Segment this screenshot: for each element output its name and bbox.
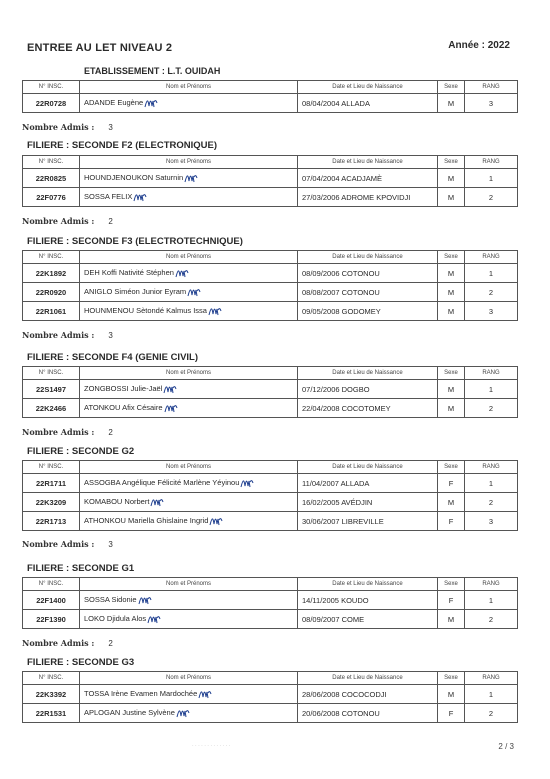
- cell-rang: 1: [465, 380, 518, 399]
- column-header-insc: N° INSC.: [23, 251, 80, 264]
- cell-insc: 22R1531: [23, 704, 80, 723]
- column-header-nom: Nom et Prénoms: [80, 672, 298, 685]
- student-name: ASSOGBA Angélique Félicité Marlène Yéyinou: [84, 477, 240, 487]
- cell-naissance: 09/05/2008 GODOMEY: [298, 302, 438, 321]
- cell-nom: [80, 474, 298, 493]
- cell-nom: [80, 188, 298, 207]
- cell-rang: 3: [465, 302, 518, 321]
- table-header-row: [23, 156, 518, 169]
- cell-rang: 2: [465, 704, 518, 723]
- column-header-sexe: Sexe: [438, 461, 465, 474]
- cell-nom: [80, 685, 298, 704]
- cell-insc: 22R1061: [23, 302, 80, 321]
- cell-naissance: 16/02/2005 AVÉDJIN: [298, 493, 438, 512]
- cell-rang: 2: [465, 610, 518, 629]
- cell-rang: 2: [465, 188, 518, 207]
- cell-insc: 22F1390: [23, 610, 80, 629]
- column-header-nom: Nom et Prénoms: [80, 156, 298, 169]
- student-name: ATONKOU Afix Césaire: [84, 402, 163, 412]
- signature-mark-icon: [147, 613, 161, 625]
- cell-insc: 22R0920: [23, 283, 80, 302]
- table-row: [23, 399, 518, 418]
- table-row: [23, 512, 518, 531]
- cell-insc: 22R0825: [23, 169, 80, 188]
- admis-count: 3: [108, 331, 113, 340]
- table-row: [23, 685, 518, 704]
- table-header-row: [23, 461, 518, 474]
- student-name: SOSSA FELIX: [84, 191, 133, 201]
- table-row: [23, 474, 518, 493]
- cell-naissance: 08/09/2007 COME: [298, 610, 438, 629]
- student-name: ADANDE Eugène: [84, 97, 144, 107]
- column-header-sexe: Sexe: [438, 81, 465, 94]
- column-header-sexe: Sexe: [438, 578, 465, 591]
- signature-mark-icon: [208, 305, 222, 317]
- results-table: [22, 460, 518, 531]
- cell-rang: 3: [465, 94, 518, 113]
- admis-count: 3: [108, 540, 113, 549]
- table-row: [23, 493, 518, 512]
- signature-mark-icon: [150, 496, 164, 508]
- column-header-nom: Nom et Prénoms: [80, 251, 298, 264]
- results-table: [22, 366, 518, 418]
- cell-rang: 2: [465, 493, 518, 512]
- admis-label: Nombre Admis :: [22, 539, 95, 549]
- table-row: [23, 591, 518, 610]
- table-header-row: [23, 672, 518, 685]
- signature-mark-icon: [144, 97, 158, 109]
- cell-rang: 1: [465, 169, 518, 188]
- results-table: [22, 671, 518, 723]
- table-header-row: [23, 367, 518, 380]
- column-header-naissance: Date et Lieu de Naissance: [298, 251, 438, 264]
- column-header-naissance: Date et Lieu de Naissance: [298, 367, 438, 380]
- cell-insc: 22S1497: [23, 380, 80, 399]
- cell-insc: 22K3392: [23, 685, 80, 704]
- cell-insc: 22K1892: [23, 264, 80, 283]
- cell-insc: 22R1711: [23, 474, 80, 493]
- filiere-heading: FILIERE : SECONDE F3 (ELECTROTECHNIQUE): [27, 236, 243, 247]
- cell-sexe: M: [438, 188, 465, 207]
- table-row: [23, 94, 518, 113]
- column-header-insc: N° INSC.: [23, 156, 80, 169]
- cell-sexe: M: [438, 493, 465, 512]
- column-header-sexe: Sexe: [438, 156, 465, 169]
- cell-sexe: M: [438, 610, 465, 629]
- column-header-rang: RANG: [465, 578, 518, 591]
- column-header-naissance: Date et Lieu de Naissance: [298, 578, 438, 591]
- cell-naissance: 11/04/2007 ALLADA: [298, 474, 438, 493]
- admis-count-line: [22, 330, 113, 340]
- document-title: ENTREE AU LET NIVEAU 2: [27, 42, 173, 54]
- column-header-insc: N° INSC.: [23, 81, 80, 94]
- column-header-nom: Nom et Prénoms: [80, 367, 298, 380]
- cell-naissance: 30/06/2007 LIBREVILLE: [298, 512, 438, 531]
- column-header-rang: RANG: [465, 367, 518, 380]
- signature-mark-icon: [164, 402, 178, 414]
- cell-sexe: M: [438, 685, 465, 704]
- column-header-sexe: Sexe: [438, 367, 465, 380]
- cell-rang: 1: [465, 685, 518, 704]
- student-name: ATHONKOU Mariella Ghislaine Ingrid: [84, 515, 209, 525]
- admis-label: Nombre Admis :: [22, 638, 95, 648]
- cell-naissance: 28/06/2008 COCOCODJI: [298, 685, 438, 704]
- admis-label: Nombre Admis :: [22, 427, 95, 437]
- cell-insc: 22K2466: [23, 399, 80, 418]
- filiere-heading: FILIERE : SECONDE G1: [27, 563, 135, 574]
- table-row: [23, 302, 518, 321]
- cell-sexe: F: [438, 474, 465, 493]
- cell-sexe: F: [438, 704, 465, 723]
- column-header-insc: N° INSC.: [23, 461, 80, 474]
- column-header-nom: Nom et Prénoms: [80, 578, 298, 591]
- table-row: [23, 283, 518, 302]
- cell-nom: [80, 399, 298, 418]
- student-name: LOKO Djidula Alos: [84, 613, 147, 623]
- admis-count-line: [22, 122, 113, 132]
- column-header-insc: N° INSC.: [23, 672, 80, 685]
- cell-insc: 22R1713: [23, 512, 80, 531]
- admis-count: 2: [108, 639, 113, 648]
- student-name: DEH Koffi Nativité Stéphen: [84, 267, 174, 277]
- cell-naissance: 07/12/2006 DOGBO: [298, 380, 438, 399]
- student-name: SOSSA Sidonie: [84, 594, 137, 604]
- admis-count-line: [22, 216, 113, 226]
- cell-nom: [80, 169, 298, 188]
- cell-rang: 3: [465, 512, 518, 531]
- cell-insc: 22F0776: [23, 188, 80, 207]
- filiere-heading: FILIERE : SECONDE F4 (GENIE CIVIL): [27, 352, 199, 363]
- cell-insc: 22F1400: [23, 591, 80, 610]
- column-header-rang: RANG: [465, 156, 518, 169]
- footer-faint-text: · · · · · · · · · · · · ·: [192, 743, 231, 749]
- cell-sexe: M: [438, 169, 465, 188]
- admis-label: Nombre Admis :: [22, 330, 95, 340]
- cell-naissance: 22/04/2008 COCOTOMEY: [298, 399, 438, 418]
- column-header-sexe: Sexe: [438, 251, 465, 264]
- admis-count: 2: [108, 217, 113, 226]
- student-name: ZONGBOSSI Julie-Jaël: [84, 383, 163, 393]
- cell-nom: [80, 512, 298, 531]
- filiere-heading: FILIERE : SECONDE F2 (ELECTRONIQUE): [27, 140, 218, 151]
- cell-nom: [80, 283, 298, 302]
- cell-nom: [80, 493, 298, 512]
- student-name: HOUNMENOU Sètondé Kalmus Issa: [84, 305, 207, 315]
- results-table: [22, 155, 518, 207]
- signature-mark-icon: [176, 707, 190, 719]
- cell-rang: 2: [465, 283, 518, 302]
- column-header-insc: N° INSC.: [23, 578, 80, 591]
- signature-mark-icon: [187, 286, 201, 298]
- table-row: [23, 380, 518, 399]
- signature-mark-icon: [175, 267, 189, 279]
- cell-naissance: 07/04/2004 ACADJAMÈ: [298, 169, 438, 188]
- cell-nom: [80, 610, 298, 629]
- admis-count-line: [22, 427, 113, 437]
- cell-rang: 1: [465, 591, 518, 610]
- table-row: [23, 610, 518, 629]
- admis-label: Nombre Admis :: [22, 122, 95, 132]
- cell-nom: [80, 264, 298, 283]
- cell-naissance: 08/08/2007 COTONOU: [298, 283, 438, 302]
- cell-naissance: 20/06/2008 COTONOU: [298, 704, 438, 723]
- column-header-nom: Nom et Prénoms: [80, 461, 298, 474]
- column-header-nom: Nom et Prénoms: [80, 81, 298, 94]
- cell-rang: 2: [465, 399, 518, 418]
- column-header-rang: RANG: [465, 672, 518, 685]
- filiere-heading: FILIERE : SECONDE G3: [27, 657, 135, 668]
- column-header-naissance: Date et Lieu de Naissance: [298, 81, 438, 94]
- page-number: 2 / 3: [498, 742, 514, 751]
- table-row: [23, 169, 518, 188]
- student-name: APLOGAN Justine Sylvène: [84, 707, 175, 717]
- cell-sexe: M: [438, 399, 465, 418]
- cell-sexe: M: [438, 264, 465, 283]
- cell-nom: [80, 591, 298, 610]
- signature-mark-icon: [198, 688, 212, 700]
- cell-sexe: M: [438, 302, 465, 321]
- column-header-naissance: Date et Lieu de Naissance: [298, 672, 438, 685]
- student-name: HOUNDJENOUKON Saturnin: [84, 172, 184, 182]
- column-header-rang: RANG: [465, 251, 518, 264]
- document-year: Année : 2022: [448, 40, 510, 51]
- table-row: [23, 188, 518, 207]
- student-name: ANIGLO Siméon Junior Eyram: [84, 286, 187, 296]
- table-header-row: [23, 81, 518, 94]
- cell-sexe: F: [438, 512, 465, 531]
- cell-nom: [80, 380, 298, 399]
- column-header-sexe: Sexe: [438, 672, 465, 685]
- admis-count-line: [22, 638, 113, 648]
- signature-mark-icon: [184, 172, 198, 184]
- cell-insc: 22K3209: [23, 493, 80, 512]
- column-header-naissance: Date et Lieu de Naissance: [298, 156, 438, 169]
- column-header-insc: N° INSC.: [23, 367, 80, 380]
- table-header-row: [23, 578, 518, 591]
- filiere-heading: FILIERE : SECONDE G2: [27, 446, 135, 457]
- etablissement-heading: ETABLISSEMENT : L.T. OUIDAH: [84, 66, 221, 76]
- signature-mark-icon: [133, 191, 147, 203]
- admis-count: 3: [108, 123, 113, 132]
- cell-nom: [80, 302, 298, 321]
- admis-count: 2: [108, 428, 113, 437]
- table-row: [23, 264, 518, 283]
- cell-nom: [80, 94, 298, 113]
- signature-mark-icon: [209, 515, 223, 527]
- table-row: [23, 704, 518, 723]
- results-table: [22, 577, 518, 629]
- admis-count-line: [22, 539, 113, 549]
- results-table: [22, 80, 518, 113]
- cell-naissance: 27/03/2006 ADROME KPOVIDJI: [298, 188, 438, 207]
- cell-sexe: F: [438, 591, 465, 610]
- cell-naissance: 08/09/2006 COTONOU: [298, 264, 438, 283]
- signature-mark-icon: [240, 477, 254, 489]
- column-header-rang: RANG: [465, 81, 518, 94]
- column-header-rang: RANG: [465, 461, 518, 474]
- column-header-naissance: Date et Lieu de Naissance: [298, 461, 438, 474]
- cell-naissance: 08/04/2004 ALLADA: [298, 94, 438, 113]
- student-name: TOSSA Irène Evamen Mardochée: [84, 688, 198, 698]
- cell-nom: [80, 704, 298, 723]
- signature-mark-icon: [138, 594, 152, 606]
- cell-rang: 1: [465, 264, 518, 283]
- table-header-row: [23, 251, 518, 264]
- cell-insc: 22R0728: [23, 94, 80, 113]
- admis-label: Nombre Admis :: [22, 216, 95, 226]
- results-table: [22, 250, 518, 321]
- cell-sexe: M: [438, 283, 465, 302]
- cell-naissance: 14/11/2005 KOUDO: [298, 591, 438, 610]
- signature-mark-icon: [163, 383, 177, 395]
- cell-sexe: M: [438, 380, 465, 399]
- cell-sexe: M: [438, 94, 465, 113]
- student-name: KOMABOU Norbert: [84, 496, 150, 506]
- cell-rang: 1: [465, 474, 518, 493]
